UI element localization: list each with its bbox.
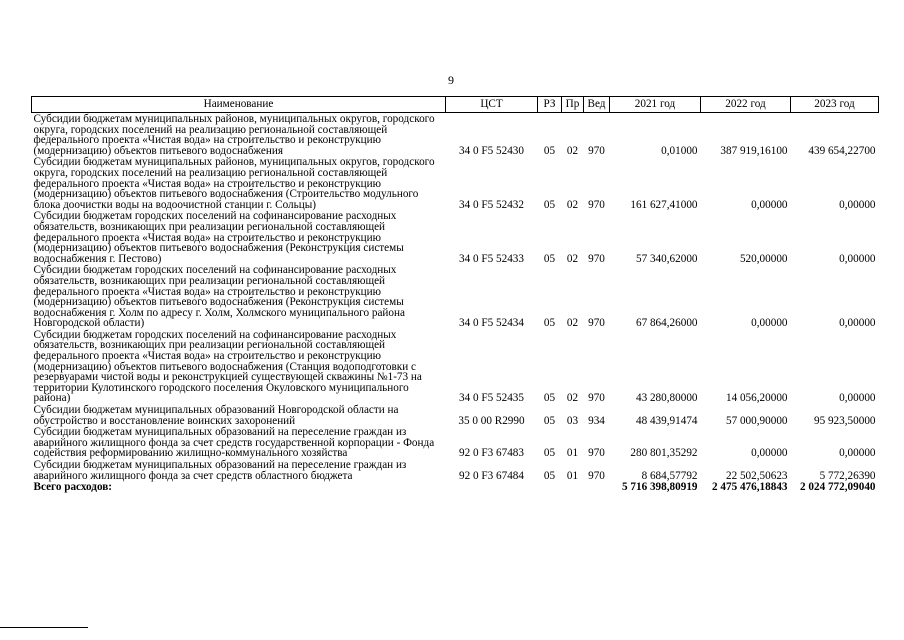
cell-y2023: 5 772,26390 — [819, 469, 876, 482]
table-row — [32, 426, 879, 459]
total-2023: 2 024 772,09040 — [799, 481, 876, 494]
cell-y2022: 387 919,16100 — [720, 144, 788, 157]
cell-y2022: 57 000,90000 — [725, 414, 788, 427]
cell-ved: 970 — [588, 144, 605, 157]
footer-rule — [0, 627, 88, 628]
cell-y2023: 95 923,50000 — [813, 414, 876, 427]
cell-y2023: 0,00000 — [839, 317, 876, 330]
cell-y2021: 57 340,62000 — [635, 252, 698, 265]
cell-y2022: 22 502,50623 — [725, 469, 788, 482]
cell-ved: 970 — [588, 392, 605, 405]
cell-cst: 92 0 F3 67484 — [459, 469, 524, 482]
cell-rz: 05 — [543, 414, 556, 427]
table-header-row — [32, 97, 879, 113]
cell-name: Субсидии бюджетам муниципальных образований Новгородской области на обустройство и восстановление воинских захоронений — [33, 404, 399, 427]
cell-rz: 05 — [543, 198, 556, 211]
cell-name: Субсидии бюджетам муниципальных образований на переселение граждан из аварийного жилищного фонда за счет средств областного бюджета — [33, 459, 407, 482]
cell-ved: 970 — [588, 252, 605, 265]
cell-y2021: 0,01000 — [661, 144, 698, 157]
budget-table — [31, 96, 879, 493]
cell-rz: 05 — [543, 392, 556, 405]
total-ved — [584, 481, 610, 493]
header-2022: 2022 год — [701, 97, 791, 113]
cell-name: Субсидии бюджетам городских поселений на софинансирование расходных обязательств, возникающих при реализации региональной составляющей федерального проекта «Чистая вода» на строительство и реконструкцию (модернизацию) объектов питьевого водоснабжения (Реконструкция системы водоснабжения г. Холм по адресу г. Холм, Холмского муниципального района Новгородской области) — [33, 264, 405, 330]
header-pr: Пр — [562, 97, 584, 113]
cell-y2022: 520,00000 — [739, 252, 788, 265]
cell-rz: 05 — [543, 317, 556, 330]
cell-pr: 03 — [566, 414, 579, 427]
cell-cst: 92 0 F3 67483 — [459, 447, 524, 460]
cell-pr: 02 — [566, 252, 579, 265]
cell-y2022: 0,00000 — [751, 198, 788, 211]
cell-pr: 02 — [566, 198, 579, 211]
table-row — [32, 459, 879, 481]
cell-cst: 34 0 F5 52433 — [459, 252, 524, 265]
cell-cst: 34 0 F5 52434 — [459, 317, 524, 330]
total-2022: 2 475 476,18843 — [711, 481, 788, 494]
header-rz: РЗ — [538, 97, 562, 113]
cell-name: Субсидии бюджетам городских поселений на софинансирование расходных обязательств, возникающих при реализации региональной составляющей федерального проекта «Чистая вода» на строительство и реконструкцию (модернизацию) объектов питьевого водоснабжения (Реконструкция системы водоснабжения г. Пестово) — [33, 210, 404, 265]
total-row — [32, 481, 879, 493]
total-cst — [446, 481, 538, 493]
header-2021: 2021 год — [610, 97, 701, 113]
cell-y2021: 280 801,35292 — [630, 447, 698, 460]
cell-y2023: 439 654,22700 — [808, 144, 876, 157]
header-name: Наименование — [32, 97, 446, 113]
header-cst: ЦСТ — [446, 97, 538, 113]
cell-y2021: 8 684,57792 — [641, 469, 698, 482]
cell-y2022: 0,00000 — [751, 317, 788, 330]
cell-y2022: 0,00000 — [751, 447, 788, 460]
cell-name: Субсидии бюджетам муниципальных районов, муниципальных округов, городского округа, городских поселений на реализацию региональной составляющей федерального проекта «Чистая вода» на строительство и реконструкцию (модернизацию) объектов питьевого водоснабжения (Строительство модульного блока доочистки воды на водоочистной станции г. Сольцы) — [33, 156, 435, 211]
total-pr — [562, 481, 584, 493]
cell-y2023: 0,00000 — [839, 252, 876, 265]
header-2023: 2023 год — [791, 97, 879, 113]
cell-name: Субсидии бюджетам городских поселений на софинансирование расходных обязательств, возникающих при реализации региональной составляющей федерального проекта «Чистая вода» на строительство и реконструкцию (модернизацию) объектов питьевого водоснабжения (Станция водоподготовки с резервуарами чистой воды и реконструкцией существующей скважины №1-73 на территории Кулотинского городского поселения Окуловского муниципального района) — [33, 328, 422, 405]
cell-ved: 934 — [588, 414, 605, 427]
cell-y2021: 67 864,26000 — [635, 317, 698, 330]
cell-cst: 35 0 00 R2990 — [458, 414, 525, 427]
cell-cst: 34 0 F5 52435 — [459, 392, 524, 405]
cell-name: Субсидии бюджетам муниципальных районов, муниципальных округов, городского округа, городских поселений на реализацию региональной составляющей федерального проекта «Чистая вода» на строительство и реконструкцию (модернизацию) объектов питьевого водоснабжения — [33, 113, 435, 157]
cell-rz: 05 — [543, 469, 556, 482]
cell-name: Субсидии бюджетам муниципальных образований на переселение граждан из аварийного жилищного фонда за счет средств государственной корпорации - Фонда содействия реформированию жилищно-коммунального хозяйства — [33, 426, 435, 460]
cell-y2021: 48 439,91474 — [635, 414, 698, 427]
cell-ved: 970 — [588, 447, 605, 460]
cell-pr: 01 — [566, 447, 579, 460]
table-row — [32, 210, 879, 264]
table-row — [32, 113, 879, 157]
table-row — [32, 264, 879, 329]
cell-pr: 02 — [566, 392, 579, 405]
cell-y2023: 0,00000 — [839, 198, 876, 211]
total-label: Всего расходов: — [33, 481, 113, 494]
cell-pr: 01 — [566, 469, 579, 482]
cell-pr: 02 — [566, 144, 579, 157]
cell-ved: 970 — [588, 198, 605, 211]
table-row — [32, 156, 879, 210]
cell-y2023: 0,00000 — [839, 392, 876, 405]
header-ved: Вед — [584, 97, 610, 113]
table-row — [32, 329, 879, 404]
cell-rz: 05 — [543, 252, 556, 265]
total-2021: 5 716 398,80919 — [621, 481, 698, 494]
total-rz — [538, 481, 562, 493]
cell-y2021: 43 280,80000 — [635, 392, 698, 405]
cell-cst: 34 0 F5 52430 — [459, 144, 524, 157]
cell-cst: 34 0 F5 52432 — [459, 198, 524, 211]
cell-rz: 05 — [543, 447, 556, 460]
cell-ved: 970 — [588, 469, 605, 482]
page-number: 9 — [448, 73, 454, 87]
cell-y2021: 161 627,41000 — [630, 198, 698, 211]
cell-rz: 05 — [543, 144, 556, 157]
cell-pr: 02 — [566, 317, 579, 330]
table-row — [32, 404, 879, 426]
cell-y2023: 0,00000 — [839, 447, 876, 460]
cell-ved: 970 — [588, 317, 605, 330]
cell-y2022: 14 056,20000 — [725, 392, 788, 405]
